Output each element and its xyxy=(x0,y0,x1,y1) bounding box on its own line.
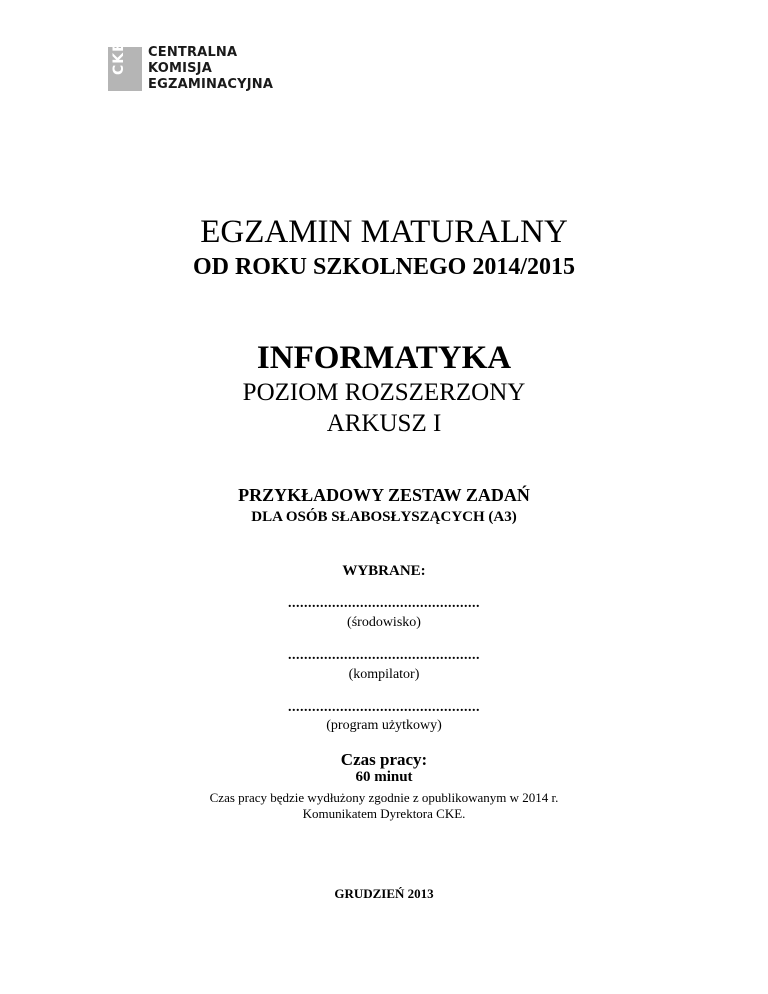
exam-date: GRUDZIEŃ 2013 xyxy=(334,886,434,901)
time-note-line-1: Czas pracy będzie wydłużony zgodnie z opublikowanym w 2014 r. xyxy=(209,790,559,805)
level-label: POZIOM ROZSZERZONY xyxy=(242,379,526,406)
logo-line-1: CENTRALNA xyxy=(148,45,238,60)
exam-title: EGZAMIN MATURALNY xyxy=(200,214,568,250)
compiler-caption: (kompilator) xyxy=(348,667,420,682)
set-title: PRZYKŁADOWY ZESTAW ZADAŃ xyxy=(238,485,530,505)
exam-year: OD ROKU SZKOLNEGO 2014/2015 xyxy=(192,254,576,280)
time-value: 60 minut xyxy=(355,769,413,785)
utility-program-field[interactable]: ................................................ xyxy=(288,700,480,715)
chosen-label: WYBRANE: xyxy=(342,563,426,579)
time-note-line-2: Komunikatem Dyrektora CKE. xyxy=(302,806,466,821)
cke-logo-mark-text: CKE xyxy=(111,41,127,75)
environment-field[interactable]: ................................................ xyxy=(288,596,480,611)
cke-logo-mark xyxy=(108,41,142,91)
cke-logo-text xyxy=(148,45,273,93)
compiler-field[interactable]: ................................................ xyxy=(288,648,480,663)
time-label: Czas pracy: xyxy=(340,750,428,769)
environment-caption: (środowisko) xyxy=(347,615,421,630)
logo-line-2: KOMISJA xyxy=(148,61,212,76)
set-subtitle: DLA OSÓB SŁABOSŁYSZĄCYCH (A3) xyxy=(251,509,517,525)
sheet-label: ARKUSZ I xyxy=(326,410,442,437)
subject-title: INFORMATYKA xyxy=(256,340,512,376)
utility-program-caption: (program użytkowy) xyxy=(326,718,442,733)
logo-line-3: EGZAMINACYJNA xyxy=(148,77,274,92)
